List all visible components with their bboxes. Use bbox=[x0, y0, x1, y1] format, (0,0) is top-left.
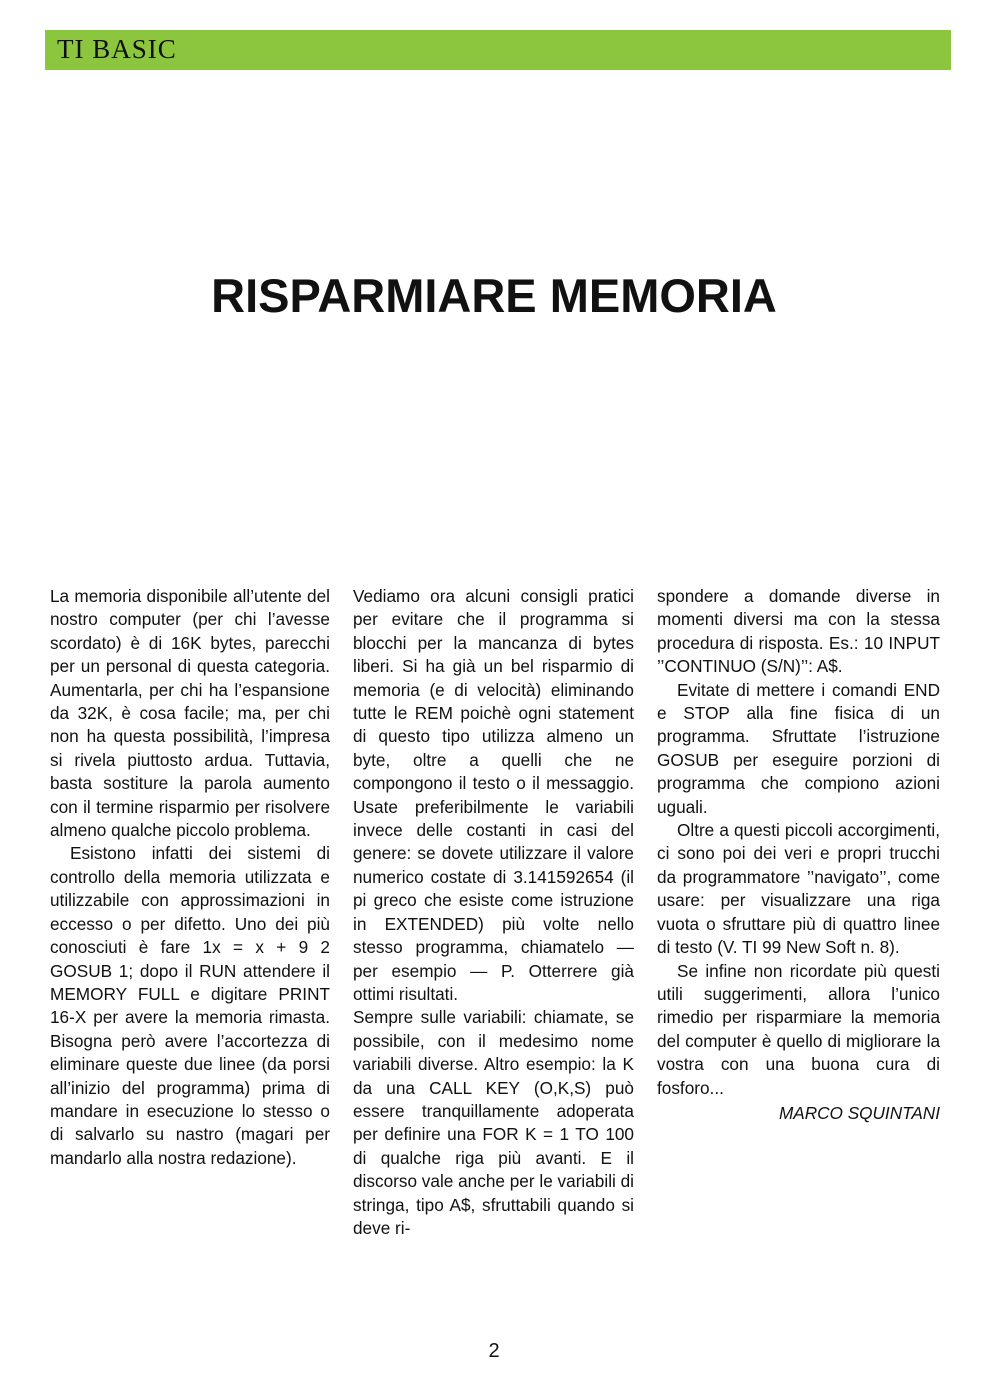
page-number: 2 bbox=[488, 1340, 500, 1362]
paragraph: Sempre sulle variabili: chiamate, se possibile, con il medesimo nome variabili diverse. Altro esempio: la K da una CALL KEY (O,K,S) può essere tranquillamente adoperata per definire una FOR K = 1 TO 100 di qualche riga più avanti. E il discorso vale anche per le variabili di stringa, tipo A$, sfruttabili quando si deve ri- bbox=[353, 1007, 634, 1238]
author-signature: MARCO SQUINTANI bbox=[778, 1102, 940, 1123]
paragraph: Oltre a questi piccoli accorgimenti, ci sono poi dei veri e propri trucchi da programmatore ’’navigato’’, come usare: per visualizzare una riga vuota o sfruttare più di quattro linee di testo (V. TI 99 New Soft n. 8). bbox=[657, 820, 940, 958]
paragraph: Esistono infatti dei sistemi di controllo della memoria utilizzata e utilizzabile con approssimazioni in eccesso o per difetto. Uno dei più conosciuti è fare 1x = x + 9 2 GOSUB 1; dopo il RUN attendere il MEMORY FULL e digitare PRINT 16-X per avere la memoria rimasta. Bisogna però avere l’accortezza di eliminare queste due linee (da porsi all’inizio del programma) prima di mandare in esecuzione lo stesso o di salvarlo su nastro (magari per mandarlo alla nostra redazione). bbox=[50, 843, 330, 1168]
section-title: TI BASIC bbox=[57, 34, 177, 64]
paragraph: La memoria disponibile all’utente del nostro computer (per chi l’avesse scordato) è di 16K bytes, parecchi per un personal di questa categoria. Aumentarla, per chi ha l’espansione da 32K, è cosa facile; ma, per chi non ha questa possibilità, l’impresa si rivela piuttosto ardua. Tuttavia, basta sostiture la parola aumento con il termine risparmio per risolvere almeno qualche piccolo problema. bbox=[50, 586, 330, 841]
paragraph: Se infine non ricordate più questi utili suggerimenti, allora l’unico rimedio per risparmiare la memoria del computer è quello di migliorare la vostra con una buona cura di fosforo... bbox=[657, 960, 940, 1098]
section-header-bar bbox=[45, 30, 951, 70]
article-column-1 bbox=[50, 585, 330, 1170]
article-column-3 bbox=[657, 585, 940, 1125]
article-column-2 bbox=[353, 585, 634, 1240]
paragraph: Vediamo ora alcuni consigli pratici per evitare che il programma si blocchi per la mancanza di bytes liberi. Si ha già un bel risparmio di memoria (e di velocità) eliminando tutte le REM poichè ogni statement di questo tipo utilizza almeno un byte, oltre a quelli che ne compongono il testo o il messaggio. Usate preferibilmente le variabili invece delle costanti in casi del genere: se dovete utilizzare il valore numerico costate di 3.141592654 (il pi greco che esiste come istruzione in EXTENDED) più volte nello stesso programma, chiamatelo — per esempio — P. Otterrere già ottimi risultati. bbox=[353, 586, 634, 1004]
paragraph: Evitate di mettere i comandi END e STOP alla fine fisica di un programma. Sfruttate l’istruzione GOSUB per eseguire porzioni di programma che compiono azioni uguali. bbox=[657, 679, 940, 817]
paragraph: spondere a domande diverse in momenti diversi ma con la stessa procedura di risposta. Es.: 10 INPUT ’’CONTINUO (S/N)’’: A$. bbox=[657, 586, 940, 677]
article-title: RISPARMIARE MEMORIA bbox=[211, 269, 777, 322]
